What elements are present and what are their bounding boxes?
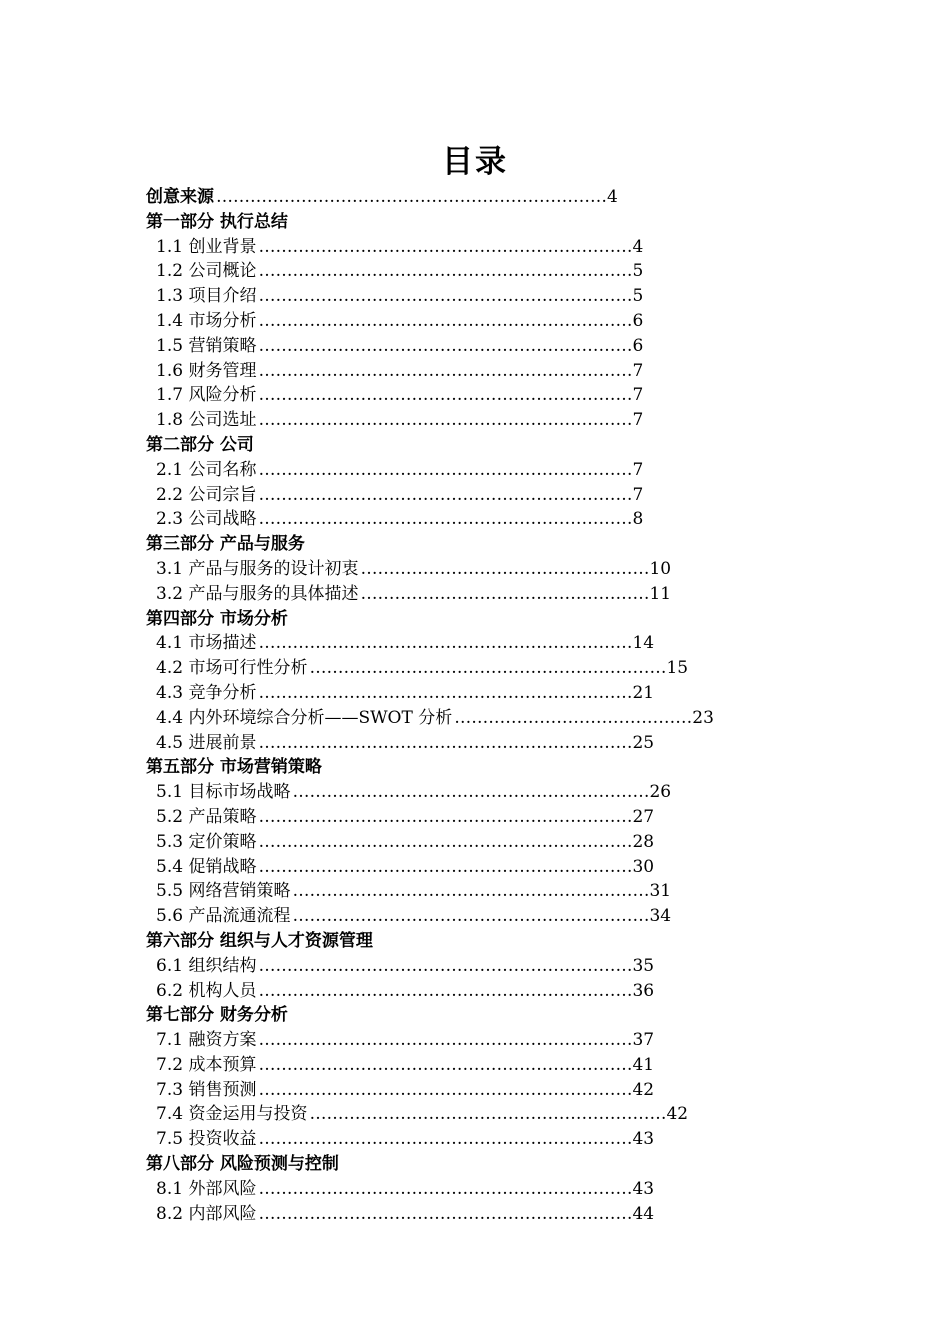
toc-item-title: 第三部分 产品与服务 — [146, 534, 305, 555]
toc-entry[interactable] — [146, 259, 806, 284]
toc-page-number: 26 — [649, 782, 672, 803]
toc-item-title: 7.4 资金运用与投资 — [156, 1104, 308, 1125]
toc-dot-leader: ………………………………………………………… — [258, 385, 633, 406]
toc-page-number: 10 — [649, 558, 672, 579]
toc-entry[interactable] — [146, 359, 806, 384]
toc-page-number: 5 — [632, 261, 644, 282]
toc-heading[interactable] — [146, 607, 806, 632]
toc-page-number: 31 — [649, 881, 672, 902]
toc-item-title: 6.2 机构人员 — [156, 980, 257, 1001]
toc-page-number: 27 — [632, 806, 655, 827]
toc-heading[interactable] — [146, 433, 806, 458]
toc-entry[interactable] — [146, 458, 806, 483]
toc-entry[interactable] — [146, 1202, 806, 1227]
toc-dot-leader: ………………………………………………………… — [258, 310, 633, 331]
toc-item-title: 第一部分 执行总结 — [146, 211, 288, 232]
toc-dot-leader: ……………………………………………………… — [309, 658, 667, 679]
toc-dot-leader: ………………………………………………………… — [258, 682, 633, 703]
toc-entry[interactable] — [146, 979, 806, 1004]
toc-item-title: 3.1 产品与服务的设计初衷 — [156, 558, 359, 579]
toc-item-title: 第四部分 市场分析 — [146, 608, 288, 629]
toc-dot-leader: ……………………………………………………… — [292, 782, 650, 803]
toc-item-title: 1.2 公司概论 — [156, 261, 257, 282]
toc-entry[interactable] — [146, 557, 806, 582]
toc-entry[interactable] — [146, 879, 806, 904]
toc-item-title: 第七部分 财务分析 — [146, 1005, 288, 1026]
toc-page-number: 28 — [632, 831, 655, 852]
toc-entry[interactable] — [146, 780, 806, 805]
toc-page-number: 5 — [632, 286, 644, 307]
toc-item-title: 1.7 风险分析 — [156, 385, 257, 406]
toc-dot-leader: ………………………………………………………… — [258, 286, 633, 307]
toc-heading[interactable] — [146, 210, 806, 235]
toc-entry[interactable] — [146, 904, 806, 929]
toc-dot-leader: ………………………………………………………… — [258, 980, 633, 1001]
toc-entry[interactable] — [146, 954, 806, 979]
toc-page-number: 7 — [632, 459, 644, 480]
toc-item-title: 第六部分 组织与人才资源管理 — [146, 930, 373, 951]
toc-heading[interactable] — [146, 1152, 806, 1177]
toc-item-title: 8.2 内部风险 — [156, 1203, 257, 1224]
toc-item-title: 创意来源 — [146, 187, 214, 207]
toc-heading[interactable] — [146, 532, 806, 557]
toc-item-title: 2.3 公司战略 — [156, 509, 257, 530]
toc-item-title: 1.6 财务管理 — [156, 360, 257, 381]
toc-item-title: 1.5 营销策略 — [156, 335, 257, 356]
toc-item-title: 5.6 产品流通流程 — [156, 906, 291, 927]
toc-dot-leader: ………………………………………………………… — [258, 459, 633, 480]
toc-heading[interactable] — [146, 185, 806, 210]
toc-item-title: 1.1 创业背景 — [156, 236, 257, 257]
toc-entry[interactable] — [146, 582, 806, 607]
toc-entry[interactable] — [146, 805, 806, 830]
toc-item-title: 3.2 产品与服务的具体描述 — [156, 583, 359, 604]
toc-page-number: 34 — [649, 906, 672, 927]
toc-entry[interactable] — [146, 507, 806, 532]
toc-dot-leader: ………………………………………………………… — [258, 335, 633, 356]
toc-dot-leader: ………………………………………………………… — [258, 856, 633, 877]
toc-page-number: 21 — [632, 682, 655, 703]
toc-item-title: 1.3 项目介绍 — [156, 286, 257, 307]
toc-item-title: 1.8 公司选址 — [156, 410, 257, 431]
toc-entry[interactable] — [146, 408, 806, 433]
toc-page-number: 44 — [632, 1203, 655, 1224]
toc-item-title: 7.5 投资收益 — [156, 1129, 257, 1150]
toc-dot-leader: ………………………………………………………… — [258, 732, 633, 753]
toc-page-number: 35 — [632, 955, 655, 976]
toc-entry[interactable] — [146, 1078, 806, 1103]
page-title: 目录 — [442, 144, 508, 180]
toc-page-number: 41 — [632, 1054, 655, 1075]
toc-entry[interactable] — [146, 383, 806, 408]
toc-dot-leader: ………………………………………………………… — [258, 236, 633, 257]
toc-item-title: 2.1 公司名称 — [156, 459, 257, 480]
toc-page-number: 4 — [607, 187, 618, 207]
toc-entry[interactable] — [146, 1053, 806, 1078]
toc-dot-leader: ………………………………………………………… — [258, 955, 633, 976]
toc-dot-leader: ………………………………………………………… — [258, 360, 633, 381]
toc-entry[interactable] — [146, 1102, 806, 1127]
toc-entry[interactable] — [146, 483, 806, 508]
toc-dot-leader: …………………………………………… — [360, 583, 650, 604]
toc-item-title: 8.1 外部风险 — [156, 1178, 257, 1199]
toc-page-number: 6 — [632, 335, 644, 356]
toc-item-title: 1.4 市场分析 — [156, 310, 257, 331]
toc-item-title: 5.4 促销战略 — [156, 856, 257, 877]
toc-dot-leader: ………………………………………………………… — [258, 831, 633, 852]
toc-page-number: 7 — [632, 410, 644, 431]
toc-item-title: 第八部分 风险预测与控制 — [146, 1154, 339, 1175]
toc-dot-leader: ………………………………………………………… — [258, 1129, 633, 1150]
toc-page-number: 43 — [632, 1129, 655, 1150]
toc-item-title: 4.4 内外环境综合分析——SWOT 分析 — [156, 707, 453, 728]
toc-page-number: 11 — [649, 583, 672, 604]
toc-page-number: 43 — [632, 1178, 655, 1199]
toc-page-number: 36 — [632, 980, 655, 1001]
toc-page-number: 7 — [632, 484, 644, 505]
toc-entry[interactable] — [146, 855, 806, 880]
toc-item-title: 5.3 定价策略 — [156, 831, 257, 852]
toc-heading[interactable] — [146, 1003, 806, 1028]
table-of-contents — [146, 185, 806, 1226]
toc-heading[interactable] — [146, 755, 806, 780]
toc-entry[interactable] — [146, 731, 806, 756]
toc-dot-leader: ……………………………………………………… — [292, 881, 650, 902]
toc-item-title: 7.2 成本预算 — [156, 1054, 257, 1075]
toc-entry[interactable] — [146, 235, 806, 260]
toc-page-number: 23 — [692, 707, 714, 728]
toc-entry[interactable] — [146, 1127, 806, 1152]
toc-item-title: 4.3 竞争分析 — [156, 682, 257, 703]
toc-entry[interactable] — [146, 1028, 806, 1053]
toc-dot-leader: ………………………………………………………… — [258, 1178, 633, 1199]
toc-dot-leader: …………………………………… — [454, 707, 693, 728]
toc-item-title: 2.2 公司宗旨 — [156, 484, 257, 505]
toc-entry[interactable] — [146, 631, 806, 656]
toc-dot-leader: ……………………………………………………… — [292, 906, 650, 927]
toc-page-number: 30 — [632, 856, 655, 877]
toc-dot-leader: ………………………………………………………… — [258, 1203, 633, 1224]
toc-page-number: 42 — [632, 1079, 655, 1100]
toc-item-title: 第五部分 市场营销策略 — [146, 757, 322, 778]
toc-page-number: 7 — [632, 385, 644, 406]
toc-entry[interactable] — [146, 681, 806, 706]
toc-dot-leader: ………………………………………………………… — [258, 1079, 633, 1100]
toc-entry[interactable] — [146, 706, 806, 731]
toc-dot-leader: ………………………………………………………… — [258, 410, 633, 431]
toc-item-title: 6.1 组织结构 — [156, 955, 257, 976]
toc-item-title: 4.5 进展前景 — [156, 732, 257, 753]
toc-item-title: 5.2 产品策略 — [156, 806, 257, 827]
toc-dot-leader: ………………………………………………………… — [258, 806, 633, 827]
toc-dot-leader: ………………………………………………………… — [258, 509, 633, 530]
toc-dot-leader: ………………………………………………………… — [258, 1030, 633, 1051]
toc-page-number: 15 — [666, 658, 689, 679]
toc-page-number: 8 — [632, 509, 644, 530]
toc-dot-leader: …………………………………………… — [360, 558, 650, 579]
toc-page-number: 14 — [632, 633, 655, 654]
toc-item-title: 7.1 融资方案 — [156, 1030, 257, 1051]
toc-page-number: 4 — [632, 236, 644, 257]
toc-item-title: 4.1 市场描述 — [156, 633, 257, 654]
toc-dot-leader: …………………………………………………………… — [216, 187, 607, 207]
toc-dot-leader: ………………………………………………………… — [258, 261, 633, 282]
toc-entry[interactable] — [146, 309, 806, 334]
toc-page-number: 7 — [632, 360, 644, 381]
toc-page-number: 6 — [632, 310, 644, 331]
toc-heading[interactable] — [146, 929, 806, 954]
toc-dot-leader: ……………………………………………………… — [309, 1104, 667, 1125]
toc-entry[interactable] — [146, 284, 806, 309]
toc-item-title: 5.1 目标市场战略 — [156, 782, 291, 803]
toc-item-title: 4.2 市场可行性分析 — [156, 658, 308, 679]
toc-page-number: 37 — [632, 1030, 655, 1051]
toc-entry[interactable] — [146, 334, 806, 359]
toc-item-title: 5.5 网络营销策略 — [156, 881, 291, 902]
toc-dot-leader: ………………………………………………………… — [258, 484, 633, 505]
toc-entry[interactable] — [146, 1177, 806, 1202]
toc-item-title: 7.3 销售预测 — [156, 1079, 257, 1100]
toc-page-number: 42 — [666, 1104, 689, 1125]
toc-entry[interactable] — [146, 656, 806, 681]
toc-dot-leader: ………………………………………………………… — [258, 1054, 633, 1075]
toc-entry[interactable] — [146, 830, 806, 855]
toc-page-number: 25 — [632, 732, 655, 753]
toc-item-title: 第二部分 公司 — [146, 434, 254, 455]
toc-dot-leader: ………………………………………………………… — [258, 633, 633, 654]
